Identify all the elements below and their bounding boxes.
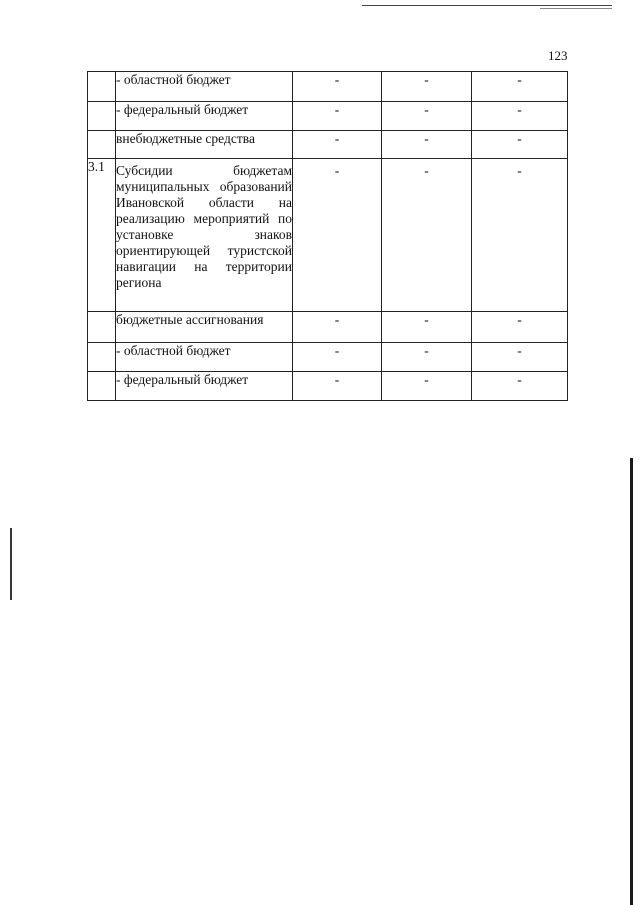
scan-artifact-top-line-2 — [540, 8, 612, 9]
page-number: 123 — [548, 48, 568, 63]
cell-value: - — [382, 343, 472, 372]
cell-value: - — [382, 131, 472, 159]
cell-value: - — [472, 372, 568, 401]
table-row — [88, 159, 568, 312]
cell-value: - — [382, 372, 472, 401]
cell-value: - — [472, 102, 568, 131]
cell-value: - — [293, 312, 382, 343]
scan-artifact-left-mark — [10, 528, 12, 600]
table-row — [88, 102, 568, 131]
cell-value: - — [382, 72, 472, 102]
row-number: 3.1 — [88, 159, 116, 312]
scan-artifact-top-line — [362, 5, 612, 6]
cell-value: - — [382, 312, 472, 343]
row-number — [88, 131, 116, 159]
cell-value: - — [472, 131, 568, 159]
row-label: - областной бюджет — [116, 343, 293, 372]
row-label: - федеральный бюджет — [116, 372, 293, 401]
row-number — [88, 102, 116, 131]
row-label: - областной бюджет — [116, 72, 293, 102]
cell-value: - — [293, 131, 382, 159]
cell-value: - — [293, 159, 382, 312]
table-row — [88, 343, 568, 372]
cell-value: - — [293, 102, 382, 131]
row-number — [88, 343, 116, 372]
table-row — [88, 72, 568, 102]
table-row — [88, 372, 568, 401]
cell-value: - — [293, 343, 382, 372]
budget-table — [87, 71, 568, 401]
row-label: Субсидии бюджетам муниципальных образований Ивановской области на реализацию мероприятий по установке знаков ориентирующей туристской навигации на территории региона — [116, 159, 293, 312]
cell-value: - — [472, 312, 568, 343]
cell-value: - — [472, 343, 568, 372]
cell-value: - — [293, 372, 382, 401]
table-row — [88, 131, 568, 159]
cell-value: - — [382, 102, 472, 131]
cell-value: - — [293, 72, 382, 102]
row-number — [88, 372, 116, 401]
cell-value: - — [472, 72, 568, 102]
scan-artifact-right-edge — [630, 458, 633, 905]
table-row — [88, 312, 568, 343]
row-number — [88, 312, 116, 343]
row-number — [88, 72, 116, 102]
cell-value: - — [382, 159, 472, 312]
row-label: бюджетные ассигнования — [116, 312, 293, 343]
row-label: внебюджетные средства — [116, 131, 293, 159]
cell-value: - — [472, 159, 568, 312]
row-label: - федеральный бюджет — [116, 102, 293, 131]
